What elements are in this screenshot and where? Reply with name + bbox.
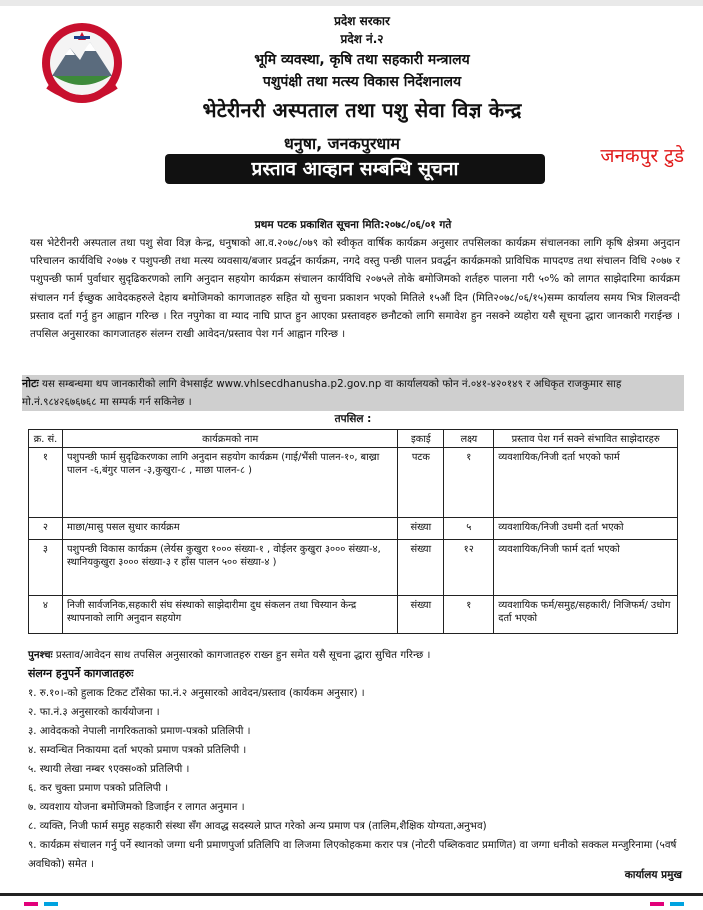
newspaper-brand: जनकपुर टुडे — [600, 145, 684, 167]
row-name: निजी सार्वजनिक,सहकारी संघ संस्थाको साझेदारीमा दुध संकलन तथा चिस्यान केन्द्र स्थापनाको लागि अनुदान सहयोग — [62, 596, 397, 634]
row-partners: व्यवशायिक/निजी उधमी दर्ता भएको — [494, 518, 678, 540]
row-unit: संख्या — [398, 596, 444, 634]
schedule-title: तपसिल : — [334, 413, 372, 425]
row-target: ५ — [444, 518, 494, 540]
list-item: ७. व्यवशाय योजना बमोजिमको डिजाईन र लागत अनुमान । — [28, 802, 245, 813]
list-item: ४. सम्वन्धित निकायमा दर्ता भएको प्रमाण पत्रको प्रतिलिपी । — [28, 745, 247, 756]
ministry-name: भूमि व्यवस्था, कृषि तथा सहकारी मन्त्रालय — [254, 52, 470, 68]
list-item: २. फा.नं.३ अनुसारको कार्ययोजना । — [28, 707, 160, 718]
row-partners: व्यवशायिक/निजी दर्ता भएको फार्म — [494, 448, 678, 518]
notice-page — [22, 8, 684, 881]
registration-mark — [24, 902, 38, 906]
publication-date: प्रथम पटक प्रकाशित सूचना मिति:२०७८/०६/०१ गते — [254, 219, 452, 231]
col-header-sn: क्र. सं. — [29, 430, 63, 448]
registration-mark — [44, 902, 58, 906]
table-row — [29, 596, 678, 634]
registration-mark — [650, 902, 664, 906]
notice-title: प्रस्ताव आव्हान सम्बन्धि सूचना — [251, 158, 459, 180]
table-row — [29, 540, 678, 596]
row-unit: संख्या — [398, 518, 444, 540]
row-sn: ३ — [29, 540, 63, 596]
row-partners: व्यवशायिक/निजी फार्म दर्ता भएको — [494, 540, 678, 596]
attachments-title: संलग्न हनुपर्ने कागजातहरुः — [28, 667, 134, 680]
top-print-strip — [0, 0, 703, 6]
list-item: ३. आवेदकको नेपाली नागरिकताको प्रमाण-पत्रको प्रतिलिपी । — [28, 726, 251, 737]
gov-title: प्रदेश सरकार — [334, 14, 390, 28]
notice-body: यस भेटेरीनरी अस्पताल तथा पशु सेवा विज्ञ केन्द्र, धनुषाको आ.व.२०७८/०७९ को स्वीकृत वार्षिक कार्यक्रम अनुसार तपसिलका कार्यक्रम संचालनका लागि कृषि क्षेत्रमा अनुदान परिचालन कार्यविधि २०७७ र पशुपन्छी तथा मत्स्य व्यवसाय/बजार प्रवर्द्धन कार्यक्रम, नगदे वस्तु पन्छी पालन प्रवर्द्धन कार्यक्रमको प्राविधिक मापदण्ड तथा संचालन विधि २०७७ र पशुपन्छी फार्म पुर्वाधार सुदृढिकरणको लागि अनुदान सहयोग कार्यक्रम संचालन कार्यविधि २०७५ले तोके बमोजिमको शर्तहरु पालना गरी ५०% को लागत साझेदारिमा कार्यक्रम संचालन गर्न ईच्छुक आवेदकहरुले देहाय बमोजिमको कागजातहरु सहित यो सुचना प्रकाशन भएको मितिले १५औं दिन (मिति२०७८/०६/१५)सम्म कार्यालय समय भित्र शिलवन्दी प्रस्ताव दर्ता गर्नु हुन आह्वान गरिन्छ । रित नपुगेका वा म्याद नाघि प्राप्त हुन आएका प्रस्तावहरु छनौटको लागि समावेश हुन नसक्ने व्यहोरा यसै सूचना द्धारा जानकारी गराईन्छ । तपसिल अनुसारका कागजातहरु संलग्न राखी आवेदन/प्रस्ताव पेश गर्न आह्वान गरिन्छ । — [30, 237, 680, 341]
postscript — [28, 648, 678, 662]
footer-print-strip — [0, 890, 703, 910]
col-header-unit: इकाई — [398, 430, 444, 448]
row-unit: संख्या — [398, 540, 444, 596]
table-row — [29, 448, 678, 518]
row-sn: ४ — [29, 596, 63, 634]
list-item: ६. कर चुक्ता प्रमाण पत्रको प्रतिलिपी । — [28, 783, 169, 794]
directorate-name: पशुपंक्षी तथा मत्स्य विकास निर्देशनालय — [262, 74, 462, 90]
row-target: १ — [444, 448, 494, 518]
postscript-label: पुनश्चः — [28, 649, 53, 661]
program-table — [28, 429, 678, 634]
office-location: धनुषा, जनकपुरधाम — [284, 134, 400, 153]
signature-title: कार्यालय प्रमुख — [624, 869, 682, 881]
list-item: ९. कार्यक्रम संचालन गर्नु पर्ने स्थानको जग्गा धनी प्रमाणपुर्जा प्रतिलिपि वा लिजमा लिएकोहकमा करार पत्र (नोटरी पब्लिकवाट प्रमाणित) वा जग्गा धनीको सक्कल मन्जुरिनामा (५वर्ष अवधिको) समेत । — [28, 840, 677, 870]
col-header-name: कार्यक्रमको नाम — [62, 430, 397, 448]
attachments-list — [28, 684, 680, 874]
row-name: पशुपन्छी विकास कार्यक्रम (लेर्यस कुखुरा १००० संख्या-१ , वोईलर कुखुरा ३००० संख्या-४, स्थानियकुखुरा ३००० संख्या-३ र हाँस पालन ५०० संख्या-४ ) — [62, 540, 397, 596]
note-label: नोटः — [22, 377, 39, 390]
row-sn: १ — [29, 448, 63, 518]
list-item: ८. व्यक्ति, निजी फार्म समुह सहकारी संस्था सँग आवद्ध सदस्यले प्राप्त गरेको अन्य प्रमाण पत्र (तालिम,शैक्षिक योग्यता,अनुभव) — [28, 821, 487, 832]
row-name: माछा/मासु पसल सुधार कार्यक्रम — [62, 518, 397, 540]
table-header-row — [29, 430, 678, 448]
row-name: पशुपन्छी फार्म सुदृढिकरणका लागि अनुदान सहयोग कार्यक्रम (गाई/भैंसी पालन-१०, बाख्रा पालन -६,बंगुर पालन -३,कुखुरा-८ , माछा पालन-८ ) — [62, 448, 397, 518]
office-name: भेटेरीनरी अस्पताल तथा पशु सेवा विज्ञ केन्द्र — [202, 98, 522, 122]
row-target: १२ — [444, 540, 494, 596]
postscript-text: प्रस्ताव/आवेदन साथ तपसिल अनुसारको कागजातहरु राख्न हुन समेत यसै सूचना द्धारा सुचित गरिन्छ । — [55, 649, 431, 661]
row-sn: २ — [29, 518, 63, 540]
list-item: ५. स्थायी लेखा नम्बर ९एक्स०को प्रतिलिपी । — [28, 764, 190, 775]
row-unit: पटक — [398, 448, 444, 518]
list-item: १. रु.१०।-को हुलाक टिकट टाँसेका फा.नं.२ अनुसारको आवेदन/प्रस्ताव (कार्यकम अनुसार) । — [28, 688, 365, 699]
row-target: १ — [444, 596, 494, 634]
col-header-target: लक्ष्य — [444, 430, 494, 448]
table-row — [29, 518, 678, 540]
note-text: यस सम्बन्धमा थप जानकारीको लागि वेभसाईट www.vhlsecdhanusha.p2.gov.np वा कार्यालयको फोन नं.०४१-४२०१४९ र अधिकृत राजकुमार साह मो.नं.९८४२६७६७६८ मा सम्पर्क गर्न सकिनेछ । — [22, 378, 622, 408]
row-partners: व्यवशायिक फर्म/समुह/सहकारी/ निजिफर्म/ उधोग दर्ता भएको — [494, 596, 678, 634]
province-number: प्रदेश नं.२ — [340, 32, 384, 46]
notice-header — [22, 8, 684, 173]
col-header-partners: प्रस्ताव पेश गर्न सक्ने संभावित साझेदारहरु — [494, 430, 678, 448]
note-bar — [22, 375, 684, 411]
notice-title-banner — [165, 154, 545, 184]
footer-rule — [0, 893, 703, 896]
registration-mark — [670, 902, 684, 906]
